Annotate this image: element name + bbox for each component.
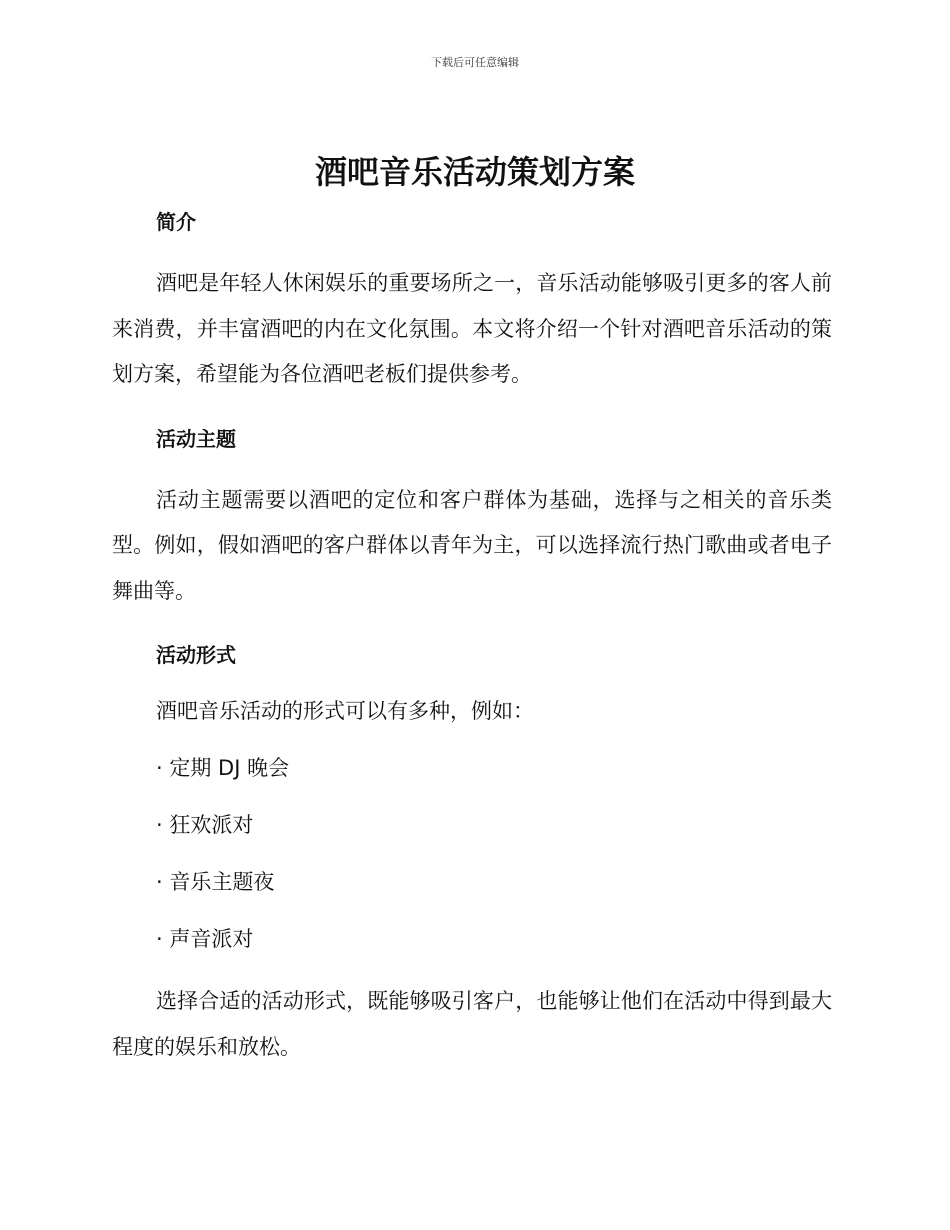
section-heading: 活动形式 — [156, 643, 236, 667]
section-introduction — [112, 205, 832, 422]
document-body — [112, 205, 832, 1070]
section-activity-format — [112, 638, 832, 1070]
list-item: · 定期 DJ 晚会 — [156, 756, 290, 780]
section-heading: 简介 — [156, 210, 196, 234]
section-activity-theme — [112, 422, 832, 639]
list-item: · 狂欢派对 — [156, 813, 254, 837]
paragraph: 活动主题需要以酒吧的定位和客户群体为基础，选择与之相关的音乐类型。例如，假如酒吧的客户群体以青年为主，可以选择流行热门歌曲或者电子舞曲等。 — [112, 487, 832, 603]
list-item: · 声音派对 — [156, 927, 254, 951]
activity-format-list — [112, 751, 832, 956]
paragraph: 酒吧是年轻人休闲娱乐的重要场所之一，音乐活动能够吸引更多的客人前来消费，并丰富酒吧的内在文化氛围。本文将介绍一个针对酒吧音乐活动的策划方案，希望能为各位酒吧老板们提供参考。 — [112, 271, 832, 386]
document-title: 酒吧音乐活动策划方案 — [314, 153, 635, 191]
page-header-note: 下载后可任意编辑 — [431, 56, 519, 69]
paragraph-conclusion: 选择合适的活动形式，既能够吸引客户，也能够让他们在活动中得到最大程度的娱乐和放松。 — [112, 989, 832, 1059]
section-heading: 活动主题 — [156, 426, 236, 451]
list-item: · 音乐主题夜 — [156, 870, 275, 894]
paragraph-intro: 酒吧音乐活动的形式可以有多种，例如： — [156, 699, 534, 723]
